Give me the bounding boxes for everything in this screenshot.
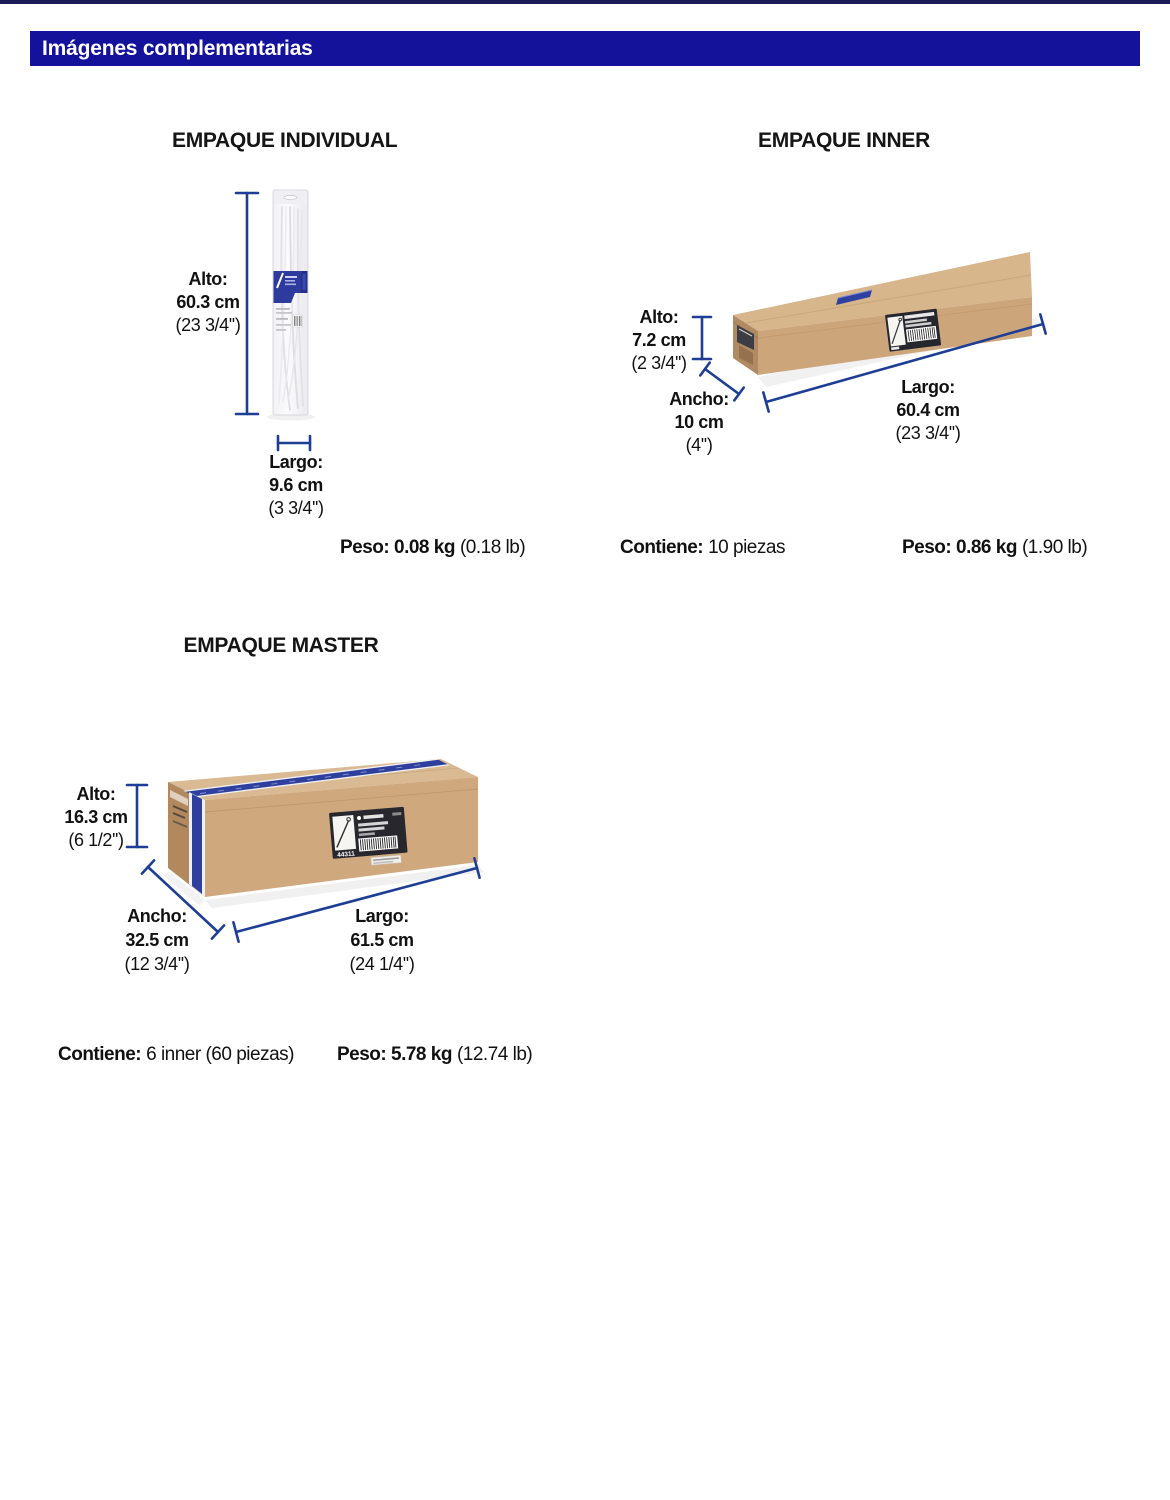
inner-box-front-label	[885, 309, 941, 352]
alto-label: Alto:	[76, 784, 116, 804]
contiene-label: Contiene:	[58, 1044, 142, 1065]
ancho-cm: 32.5 cm	[125, 930, 189, 950]
master-ancho-dimension	[87, 904, 227, 976]
alto-inches: (6 1/2'')	[68, 830, 124, 850]
peso-lb: (12.74 lb)	[456, 1044, 533, 1065]
inner-contiene	[620, 537, 785, 559]
inner-peso	[902, 537, 1087, 559]
peso-lb: (0.18 lb)	[459, 537, 526, 558]
alto-inches: (23 3/4'')	[175, 315, 241, 335]
bag-barcode	[293, 315, 303, 327]
individual-section-title: EMPAQUE INDIVIDUAL	[172, 129, 398, 152]
ancho-label: Ancho:	[127, 906, 187, 926]
largo-cm: 60.4 cm	[896, 400, 960, 420]
ancho-inches: (12 3/4'')	[124, 954, 190, 974]
largo-label: Largo:	[355, 906, 409, 926]
alto-label: Alto:	[639, 307, 679, 327]
page-title: Imágenes complementarias	[42, 36, 313, 60]
master-box-image	[163, 759, 484, 908]
ancho-cm: 10 cm	[674, 412, 724, 432]
master-largo-dimension	[312, 904, 452, 976]
alto-cm: 7.2 cm	[632, 330, 686, 350]
alto-cm: 60.3 cm	[176, 292, 240, 312]
inner-ancho-dimension	[629, 388, 769, 457]
ancho-inches: (4'')	[685, 435, 713, 455]
master-contiene	[58, 1044, 294, 1066]
largo-cm: 9.6 cm	[269, 475, 323, 495]
inner-largo-dimension	[858, 376, 998, 445]
peso-value: Peso: 5.78 kg	[337, 1044, 452, 1065]
largo-inches: (24 1/4'')	[349, 954, 415, 974]
ancho-label: Ancho:	[669, 389, 729, 409]
contiene-value: 6 inner (60 piezas)	[146, 1044, 294, 1065]
contiene-label: Contiene:	[620, 537, 704, 558]
peso-value: Peso: 0.08 kg	[340, 537, 455, 558]
largo-cm: 61.5 cm	[350, 930, 414, 950]
inner-section-title: EMPAQUE INNER	[758, 129, 930, 152]
individual-largo-dimension	[226, 451, 366, 520]
individual-alto-dimension	[138, 268, 278, 337]
alto-cm: 16.3 cm	[64, 807, 128, 827]
individual-peso	[340, 537, 525, 559]
largo-inches: (3 3/4'')	[268, 498, 324, 518]
hang-hole	[284, 195, 297, 199]
largo-inches: (23 3/4'')	[895, 423, 961, 443]
master-box-code: 44311	[336, 850, 356, 859]
alto-inches: (2 3/4'')	[631, 353, 687, 373]
contiene-value: 10 piezas	[708, 537, 785, 558]
peso-value: Peso: 0.86 kg	[902, 537, 1017, 558]
master-peso	[337, 1044, 532, 1066]
alto-label: Alto:	[188, 269, 228, 289]
inner-alto-dimension	[589, 306, 729, 375]
master-section-title: EMPAQUE MASTER	[183, 634, 379, 657]
master-alto-dimension	[26, 783, 166, 852]
largo-label: Largo:	[901, 377, 955, 397]
peso-lb: (1.90 lb)	[1021, 537, 1088, 558]
largo-label: Largo:	[269, 452, 323, 472]
individual-largo-dimension-line	[278, 436, 310, 450]
